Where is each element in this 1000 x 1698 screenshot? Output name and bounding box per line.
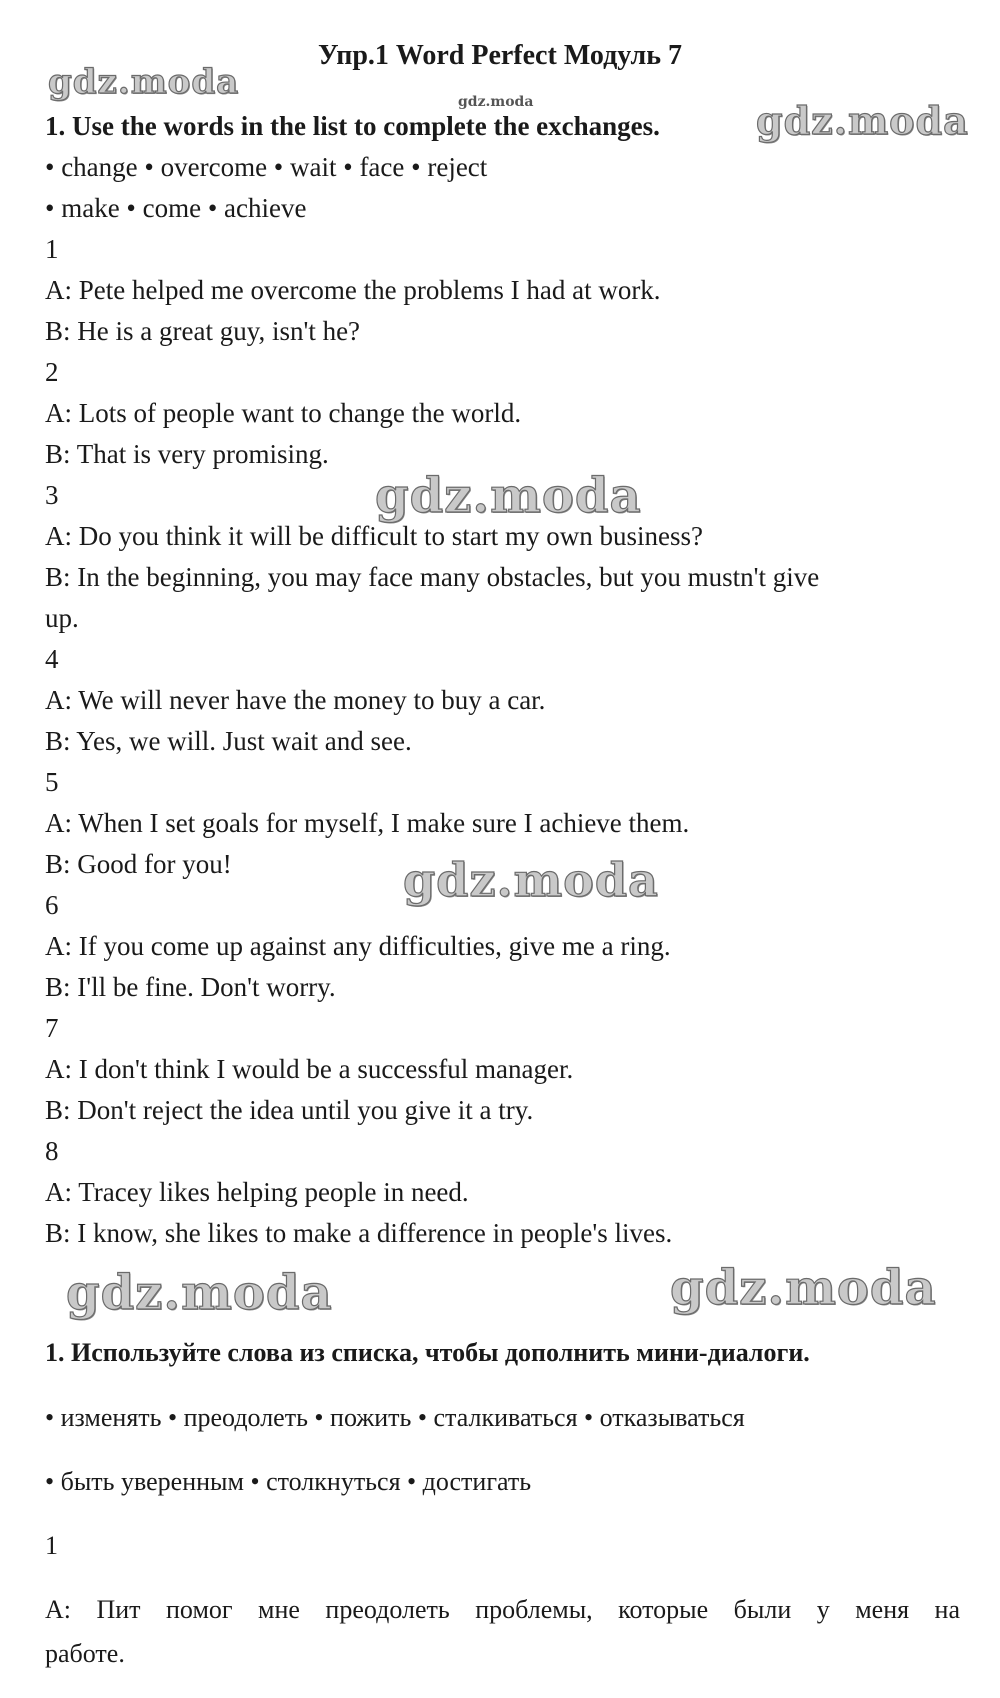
item-number: 4 (45, 644, 59, 674)
item-number-ru: 1 (45, 1531, 58, 1560)
speaker-b-continuation: up. (45, 603, 79, 633)
word-list-line: • make • come • achieve (45, 193, 307, 223)
speaker-a-continuation-ru: работе. (45, 1639, 125, 1668)
watermark-logo: gdz.moda (670, 1260, 937, 1316)
speaker-b-line: B: Good for you! (45, 849, 232, 879)
speaker-a-line: A: Pete helped me overcome the problems I had at work. (45, 275, 661, 305)
watermark-logo: gdz.moda (403, 853, 659, 907)
word-list-line-ru: • быть уверенным • столкнуться • достигать (45, 1467, 532, 1496)
item-number: 8 (45, 1136, 59, 1166)
speaker-a-line: A: Do you think it will be difficult to start my own business? (45, 521, 703, 551)
item-number: 1 (45, 234, 59, 264)
speaker-a-line-ru: A: Пит помог мне преодолеть проблемы, которые были у меня на (45, 1595, 960, 1624)
word-list-line-ru: • изменять • преодолеть • пожить • сталкиваться • отказываться (45, 1403, 745, 1432)
speaker-b-line: B: He is a great guy, isn't he? (45, 316, 361, 346)
english-instruction: 1. Use the words in the list to complete the exchanges. (45, 111, 660, 141)
watermark-logo: gdz.moda (375, 468, 642, 524)
speaker-a-line: A: Lots of people want to change the world. (45, 398, 522, 428)
word-list-line: • change • overcome • wait • face • reject (45, 152, 488, 182)
item-number: 3 (45, 480, 59, 510)
russian-instruction: 1. Используйте слова из списка, чтобы дополнить мини-диалоги. (45, 1338, 810, 1367)
speaker-b-line: B: In the beginning, you may face many obstacles, but you mustn't give (45, 562, 820, 592)
speaker-a-line: A: When I set goals for myself, I make sure I achieve them. (45, 808, 690, 838)
speaker-a-line: A: I don't think I would be a successful manager. (45, 1054, 574, 1084)
speaker-a-line: A: Tracey likes helping people in need. (45, 1177, 469, 1207)
watermark-logo: gdz.moda (66, 1265, 333, 1321)
item-number: 5 (45, 767, 59, 797)
watermark-logo: gdz.moda (756, 98, 969, 143)
item-number: 7 (45, 1013, 59, 1043)
speaker-b-line: B: Don't reject the idea until you give it a try. (45, 1095, 534, 1125)
speaker-b-line: B: I'll be fine. Don't worry. (45, 972, 336, 1002)
speaker-a-line: A: We will never have the money to buy a car. (45, 685, 546, 715)
speaker-a-line: A: If you come up against any difficulties, give me a ring. (45, 931, 671, 961)
item-number: 2 (45, 357, 59, 387)
watermark-small: gdz.moda (458, 94, 534, 110)
speaker-b-line: B: That is very promising. (45, 439, 329, 469)
page-title: Упр.1 Word Perfect Модуль 7 (317, 40, 683, 71)
item-number: 6 (45, 890, 59, 920)
watermark-logo: gdz.moda (48, 62, 240, 102)
speaker-b-line: B: Yes, we will. Just wait and see. (45, 726, 412, 756)
speaker-b-line: B: I know, she likes to make a difference in people's lives. (45, 1218, 673, 1248)
